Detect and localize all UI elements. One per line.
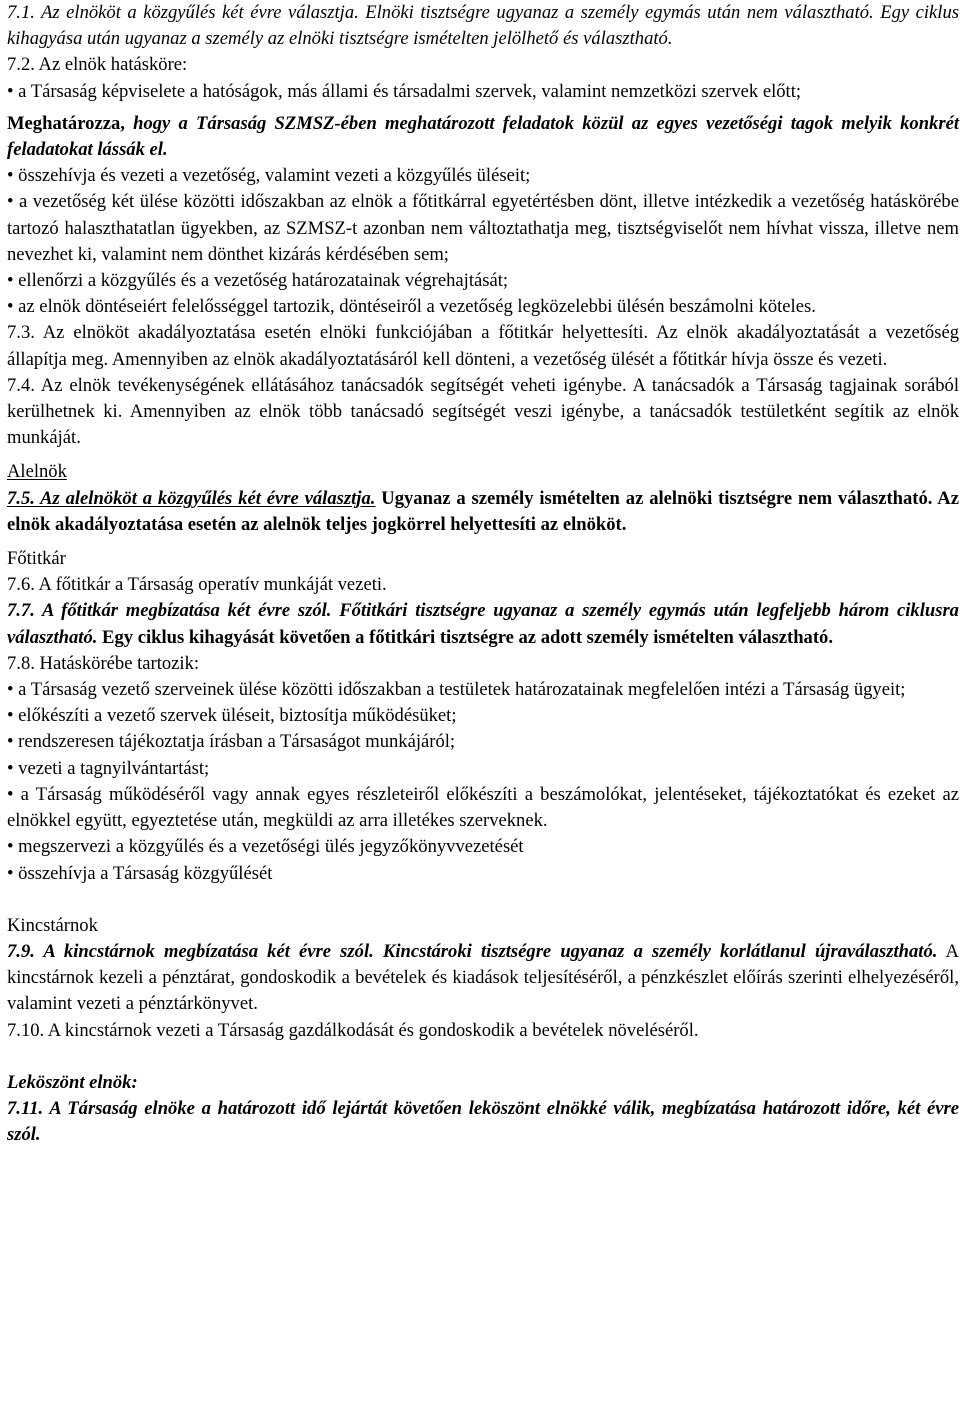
- section-7-8-bullet-4: • vezeti a tagnyilvántartást;: [7, 757, 210, 779]
- section-7-1: 7.1. Az elnököt a közgyűlés két évre választja. Elnöki tisztségre ugyanaz a személy egymás után nem választható. Egy ciklus kihagyása után ugyanaz a személy az elnöki tisztségre ismételten jelölhető és választható.: [7, 2, 959, 50]
- section-7-5: [7, 486, 959, 538]
- section-7-5-part-c: Az elnök akadályoztatása esetén az alelnök teljes jogkörrel helyettesíti az elnököt.: [7, 487, 959, 535]
- section-7-9: [7, 939, 959, 1018]
- section-7-10: 7.10. A kincstárnok vezeti a Társaság gazdálkodását és gondoskodik a bevételek növeléséről.: [7, 1019, 699, 1041]
- section-7-9-part-a: 7.9. A kincstárnok megbízatása két évre szól.: [7, 940, 374, 962]
- fotitkar-heading: Főtitkár: [7, 548, 66, 570]
- section-7-9-part-b: Kincstároki tisztségre ugyanaz a személy korlátlanul újraválasztható.: [373, 940, 938, 962]
- section-7-7-part-d: Egy ciklus kihagyását követően a főtitkári tisztségre az adott személy ismételten választható.: [97, 626, 833, 648]
- section-7-7: [7, 598, 959, 650]
- lekoszont-heading: Leköszönt elnök:: [7, 1071, 138, 1093]
- section-7-2-bullet-4: • a vezetőség két ülése közötti időszakban az elnök a főtitkárral egyetértésben dönt, illetve intézkedik a vezetőség hatáskörébe tartozó halaszthatatlan ügyekben, az SZMSZ-t azonban nem változtathatja meg, tisztségviselőt nem hívhat vissza, illetve nem nevezhet ki, valamint nem dönthet kizárás kérdésében sem;: [7, 191, 959, 265]
- section-7-9-part-c: A kincstárnok kezeli a pénztárat, gondoskodik a bevételek és kiadások teljesítéséről, a pénzkészlet előírás szerinti elhelyezéséről, valamint vezeti a pénztárkönyvet.: [7, 940, 959, 1015]
- section-7-2-bullet-2-bold: Meghatározza,: [7, 112, 134, 134]
- section-7-8-bullet-7: • összehívja a Társaság közgyűlését: [7, 862, 273, 884]
- section-7-5-part-a: 7.5. Az alelnököt a közgyűlés két évre választja.: [7, 487, 376, 509]
- section-7-8-bullet-1: • a Társaság vezető szerveinek ülése közötti időszakban a testületek határozatainak megfelelően intézi a Társaság ügyeit;: [7, 679, 906, 701]
- section-7-8-heading: 7.8. Hatáskörébe tartozik:: [7, 652, 200, 674]
- section-7-2-bullet-3: • összehívja és vezeti a vezetőség, valamint vezeti a közgyűlés üléseit;: [7, 165, 531, 187]
- section-7-7-part-a: 7.7. A főtitkár megbízatása két évre szól.: [7, 600, 332, 622]
- section-7-11: 7.11. A Társaság elnöke a határozott idő lejártát követően leköszönt elnökké válik, megbízatása határozott időre, két évre szól.: [7, 1097, 959, 1146]
- section-7-2-bullet-5: • ellenőrzi a közgyűlés és a vezetőség határozatainak végrehajtását;: [7, 270, 509, 292]
- section-7-8-bullet-2: • előkészíti a vezető szervek üléseit, biztosítja működésüket;: [7, 705, 457, 727]
- kincstarnok-heading: Kincstárnok: [7, 914, 98, 936]
- alelnok-heading: Alelnök: [7, 461, 67, 483]
- section-7-2-bullet-2: [7, 111, 959, 163]
- section-7-2-bullet-1: • a Társaság képviselete a hatóságok, más állami és társadalmi szervek, valamint nemzetközi szervek előtt;: [7, 80, 802, 102]
- section-7-4: 7.4. Az elnök tevékenységének ellátásához tanácsadók segítségét veheti igénybe. A tanácsadók a Társaság tagjainak sorából kerülhetnek ki. Amennyiben az elnök több tanácsadó segítségét veszi igénybe, a tanácsadók testületként segítik az elnök munkáját.: [7, 374, 959, 449]
- section-7-2-bullet-6: • az elnök döntéseiért felelősséggel tartozik, döntéseiről a vezetőség legközelebbi ülésén beszámolni köteles.: [7, 296, 816, 318]
- section-7-7-part-b: Főtitkári tisztségre ugyanaz a személy egymás után legfeljebb: [331, 600, 839, 622]
- section-7-2-bullet-2-bold-italic: hogy a Társaság SZMSZ-ében meghatározott feladatok közül az egyes vezetőségi tagok melyik konkrét feladatokat lássák el.: [7, 112, 959, 161]
- section-7-8-bullet-3: • rendszeresen tájékoztatja írásban a Társaságot munkájáról;: [7, 731, 456, 753]
- section-7-8-bullet-6: • megszervezi a közgyűlés és a vezetőségi ülés jegyzőkönyvvezetését: [7, 836, 524, 858]
- section-7-3: 7.3. Az elnököt akadályoztatása esetén elnöki funkciójában a főtitkár helyettesíti. Az elnök akadályoztatását a vezetőség állapítja meg. Amennyiben az elnök akadályoztatásáról kell dönteni, a vezetőség ülését a főtitkár hívja össze és vezeti.: [7, 322, 959, 370]
- section-7-6: 7.6. A főtitkár a Társaság operatív munkáját vezeti.: [7, 574, 387, 596]
- section-7-5-part-b: Ugyanaz a személy ismételten az alelnöki tisztségre nem választható.: [375, 487, 933, 509]
- section-7-7-part-c: három ciklusra választható.: [7, 600, 959, 648]
- section-7-2-heading: 7.2. Az elnök hatásköre:: [7, 54, 188, 76]
- section-7-8-bullet-5: • a Társaság működéséről vagy annak egyes részleteiről előkészíti a beszámolókat, jelentéseket, tájékoztatókat és ezeket az elnökkel együtt, egyeztetése után, megküldi az arra illetékes szerveknek.: [7, 783, 959, 832]
